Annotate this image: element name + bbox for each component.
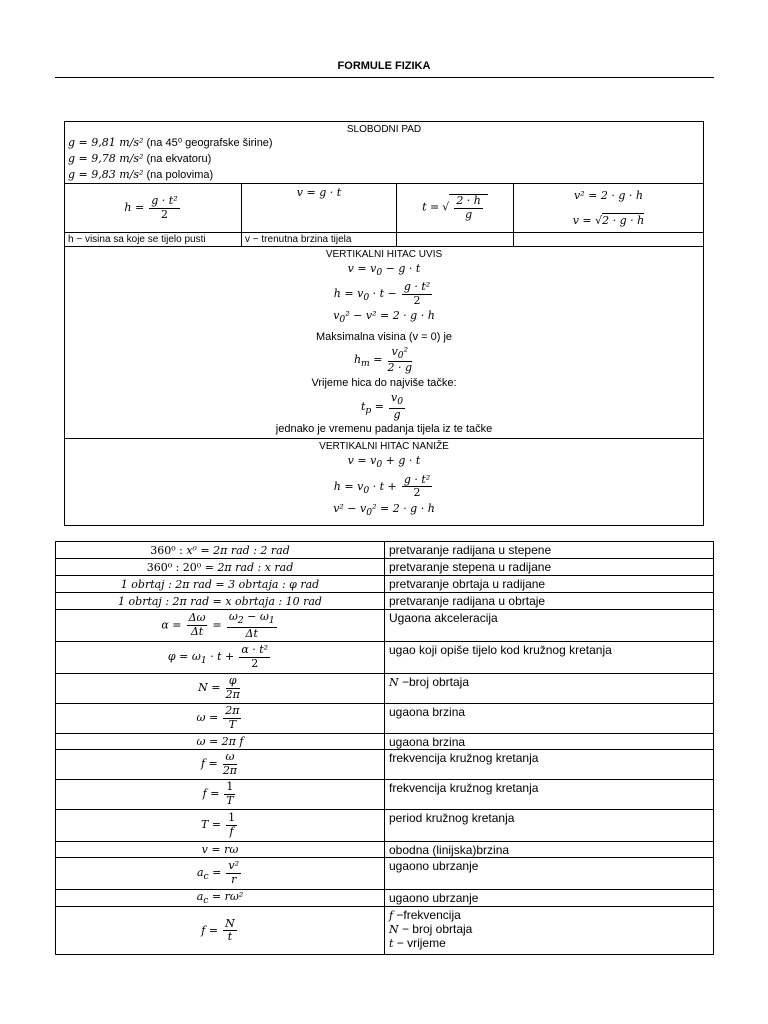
description-cell: ugaona brzina (385, 734, 714, 750)
description-cell: ugao koji opiše tijelo kod kružnog kretanja (385, 642, 714, 674)
title-underline (55, 77, 714, 78)
description-cell: period kružnog kretanja (385, 810, 714, 842)
table-row (56, 780, 714, 810)
formula-cell: $a_c$ = $\frac{\text{v²}}{r}$ (56, 858, 385, 890)
vertical-up-section: VERTIKALNI HITAC UVIS $v = v_0 - g \cdot t$ $h = v_0 \cdot t$ − $\frac{\text{g · t²}}{2}$ $v_0^2 - v^2 = 2 \cdot g \cdot h$ Maksimalna visina (v = 0) je $h_m$ = $\frac{v_0^2}{2 \cdot g}$ Vrijeme hica do najviše tačke: $t_p$ = $\frac{v_0}{g}$ jednako je vremenu padanja tijela iz te tačke (65, 247, 704, 439)
free-fall-header-cell (65, 122, 704, 184)
formula-cell: T = $\frac{1}{f}$ (56, 810, 385, 842)
circular-motion-table (55, 541, 714, 955)
description-cell: pretvaranje radijana u obrtaje (385, 593, 714, 610)
table-row (56, 610, 714, 642)
legend-line: N − broj obrtaja (389, 922, 473, 937)
vertical-down-section: VERTIKALNI HITAC NANIŽE $v = v_0 + g \cdot t$ $h = v_0 \cdot t$ + $\frac{\text{g · t²}}{2}$ $v^2 - v_0^2 = 2 \cdot g \cdot h$ (65, 439, 704, 526)
description-cell: frekvencija kružnog kretanja (385, 750, 714, 780)
formula-cell: N = $\frac{\varphi}{2\pi}$ (56, 674, 385, 704)
max-height-text: Maksimalna visina (v = 0) je (315, 330, 453, 343)
formula-cell: ω = 2π f (56, 734, 385, 750)
formula-velocity-squared: v² = 2 · g · h v = √2 · g · h (514, 184, 704, 233)
table-row (56, 890, 714, 907)
description-cell: ugaono ubrzanje (385, 890, 714, 907)
description-cell: pretvaranje obrtaja u radijane (385, 576, 714, 593)
formula-cell: α = $\frac{\Delta\omega}{\Delta t}$ = $\frac{\omega_2 - \omega_1}{\Delta t}$ (56, 610, 385, 642)
table-row (56, 559, 714, 576)
formula-cell: f = $\frac{N}{t}$ (56, 907, 385, 955)
table-row (56, 734, 714, 750)
vertical-up-title: VERTIKALNI HITAC UVIS (325, 249, 443, 260)
empty-cell (514, 233, 704, 247)
description-cell: ugaono ubrzanje (385, 858, 714, 890)
height-description: h − visina sa koje se tijelo pusti (65, 233, 242, 247)
formula-cell: $a_c = r\omega^2$ (56, 890, 385, 907)
table-row (56, 674, 714, 704)
legend-line: f −frekvencija (389, 908, 461, 923)
table-row (56, 907, 714, 955)
formula-cell: 360⁰ : 20⁰ = 2π rad : x rad (56, 559, 385, 576)
table-row (56, 576, 714, 593)
formula-height-free-fall: h = $\frac{\text{g · t²}}{2}$ (65, 184, 242, 233)
formula-velocity-free-fall: v = g · t (242, 184, 397, 233)
description-cell: Ugaona akceleracija (385, 610, 714, 642)
free-fall-title: SLOBODNI PAD (346, 124, 422, 135)
formula-cell: v = rω (56, 842, 385, 858)
description-cell: N −broj obrtaja (385, 674, 714, 704)
formula-cell: 360⁰ : x⁰ = 2π rad : 2 rad (56, 542, 385, 559)
table-row (56, 810, 714, 842)
description-cell: obodna (linijska)brzina (385, 842, 714, 858)
description-cell: pretvaranje radijana u stepene (385, 542, 714, 559)
legend-line: t − vrijeme (389, 936, 446, 951)
formula-cell: $\varphi = \omega_1 \cdot t$ + $\frac{\text{α · t²}}{2}$ (56, 642, 385, 674)
g-value-line: g = 9,78 m/s² (na ekvatoru) (68, 152, 212, 165)
table-row (56, 704, 714, 734)
table-row (56, 858, 714, 890)
formula-cell: ω = $\frac{2\pi}{T}$ (56, 704, 385, 734)
formula-time-free-fall: t = √ $\frac{2 \cdot h}{g}$ (397, 184, 514, 233)
vertical-down-title: VERTIKALNI HITAC NANIŽE (319, 441, 449, 453)
table-row (56, 593, 714, 610)
description-cell: ugaona brzina (385, 704, 714, 734)
page-title: FORMULE FIZIKA (337, 60, 431, 72)
velocity-description: v − trenutna brzina tijela (242, 233, 397, 247)
description-cell: pretvaranje stepena u radijane (385, 559, 714, 576)
table-row (56, 642, 714, 674)
formula-cell: 1 obrtaj : 2π rad = 3 obrtaja : φ rad (56, 576, 385, 593)
g-value-line: g = 9,81 m/s² (na 45⁰ geografske širine) (68, 136, 273, 149)
formula-cell: f = $\frac{1}{T}$ (56, 780, 385, 810)
g-value-line: g = 9,83 m/s² (na polovima) (68, 168, 214, 181)
free-fall-table (64, 121, 704, 526)
table-row (56, 542, 714, 559)
table-row (56, 842, 714, 858)
description-cell: frekvencija kružnog kretanja (385, 780, 714, 810)
formula-cell: 1 obrtaj : 2π rad = x obrtaja : 10 rad (56, 593, 385, 610)
empty-cell (397, 233, 514, 247)
equal-time-text: jednako je vremenu padanja tijela iz te tačke (275, 423, 493, 436)
table-row (56, 750, 714, 780)
time-to-top-text: Vrijeme hica do najviše tačke: (311, 377, 457, 390)
formula-cell: f = $\frac{\omega}{2\pi}$ (56, 750, 385, 780)
description-cell (385, 907, 714, 955)
